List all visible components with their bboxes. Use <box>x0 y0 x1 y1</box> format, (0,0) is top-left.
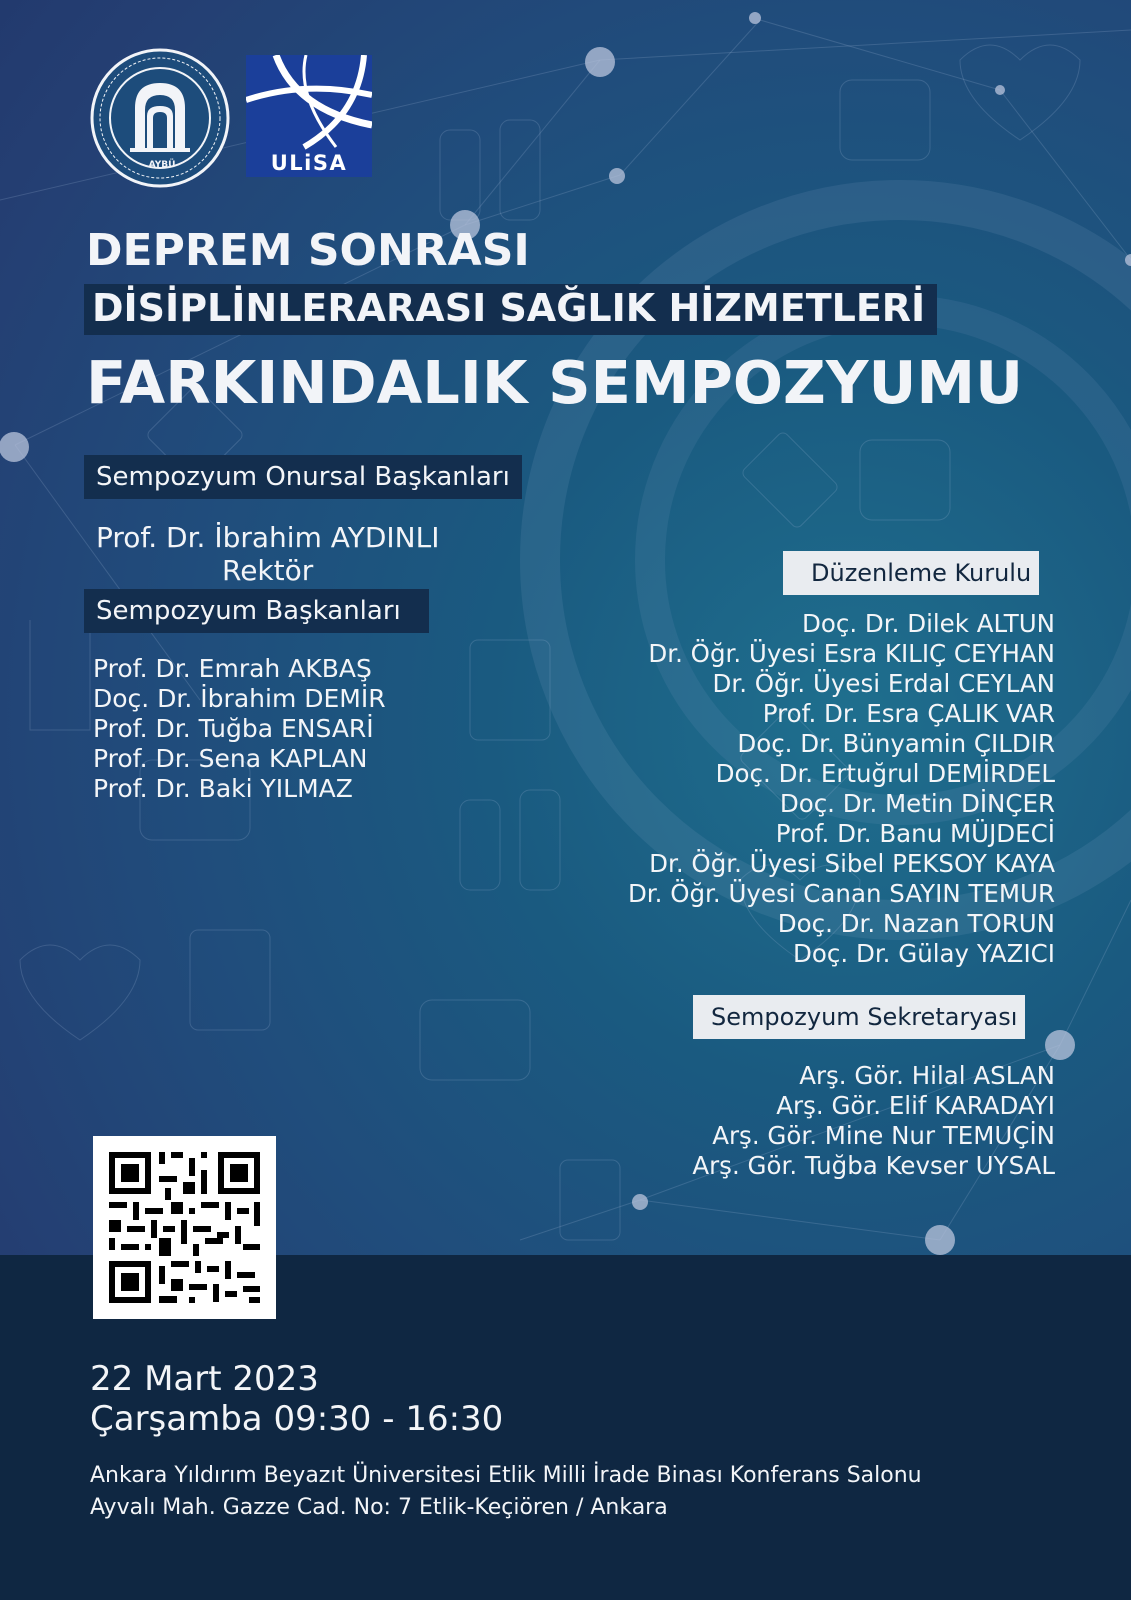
event-address: Ayvalı Mah. Gazze Cad. No: 7 Etlik-Keçiören / Ankara <box>90 1495 668 1520</box>
title-line-1: DEPREM SONRASI <box>86 225 530 276</box>
list-item: Doç. Dr. Ertuğrul DEMİRDEL <box>715 759 1055 788</box>
list-item: Dr. Öğr. Üyesi Sibel PEKSOY KAYA <box>649 849 1055 878</box>
list-item: Arş. Gör. Tuğba Kevser UYSAL <box>692 1151 1055 1180</box>
secretariat-list <box>692 1061 1055 1181</box>
list-item: Prof. Dr. Sena KAPLAN <box>93 744 368 773</box>
list-item: Arş. Gör. Hilal ASLAN <box>799 1061 1055 1090</box>
event-date: 22 Mart 2023 <box>90 1359 319 1399</box>
list-item: Arş. Gör. Mine Nur TEMUÇİN <box>712 1121 1055 1150</box>
list-item: Prof. Dr. Baki YILMAZ <box>93 774 353 803</box>
list-item: Dr. Öğr. Üyesi Esra KILIÇ CEYHAN <box>648 639 1055 668</box>
committee-list <box>628 609 1055 969</box>
honorary-name: Prof. Dr. İbrahim AYDINLI <box>96 521 440 554</box>
ulisa-logo <box>246 55 372 177</box>
list-item: Doç. Dr. Metin DİNÇER <box>779 789 1055 818</box>
list-item: Dr. Öğr. Üyesi Erdal CEYLAN <box>712 669 1055 698</box>
chairs-list <box>93 654 386 804</box>
qr-code-icon <box>93 1136 276 1319</box>
ulisa-logo-text: ULiSA <box>270 151 348 175</box>
list-item: Doç. Dr. Dilek ALTUN <box>802 609 1055 638</box>
list-item: Dr. Öğr. Üyesi Canan SAYIN TEMUR <box>627 879 1055 908</box>
title-line-2: DİSİPLİNLERARASI SAĞLIK HİZMETLERİ <box>84 284 937 335</box>
honorary-role: Rektör <box>222 554 314 587</box>
list-item: Prof. Dr. Esra ÇALIK VAR <box>762 699 1055 728</box>
committee-heading: Düzenleme Kurulu <box>783 551 1039 595</box>
list-item: Arş. Gör. Elif KARADAYI <box>776 1091 1055 1120</box>
qr-code[interactable] <box>93 1136 276 1319</box>
list-item: Prof. Dr. Tuğba ENSARİ <box>93 714 374 743</box>
list-item: Doç. Dr. Bünyamin ÇILDIR <box>737 729 1055 758</box>
list-item: Doç. Dr. İbrahim DEMİR <box>93 684 386 713</box>
event-day-time: Çarşamba 09:30 - 16:30 <box>90 1399 504 1439</box>
aybu-logo-text: AYBÜ <box>148 160 176 170</box>
event-venue: Ankara Yıldırım Beyazıt Üniversitesi Etlik Milli İrade Binası Konferans Salonu <box>90 1463 922 1488</box>
secretariat-heading: Sempozyum Sekretaryası <box>693 995 1025 1039</box>
list-item: Doç. Dr. Gülay YAZICI <box>793 939 1055 968</box>
chairs-heading: Sempozyum Başkanları <box>84 589 429 633</box>
honorary-heading: Sempozyum Onursal Başkanları <box>84 455 522 499</box>
list-item: Prof. Dr. Emrah AKBAŞ <box>93 654 372 683</box>
title-line-3: FARKINDALIK SEMPOZYUMU <box>86 348 1024 417</box>
list-item: Doç. Dr. Nazan TORUN <box>777 909 1055 938</box>
list-item: Prof. Dr. Banu MÜJDECİ <box>775 819 1055 848</box>
